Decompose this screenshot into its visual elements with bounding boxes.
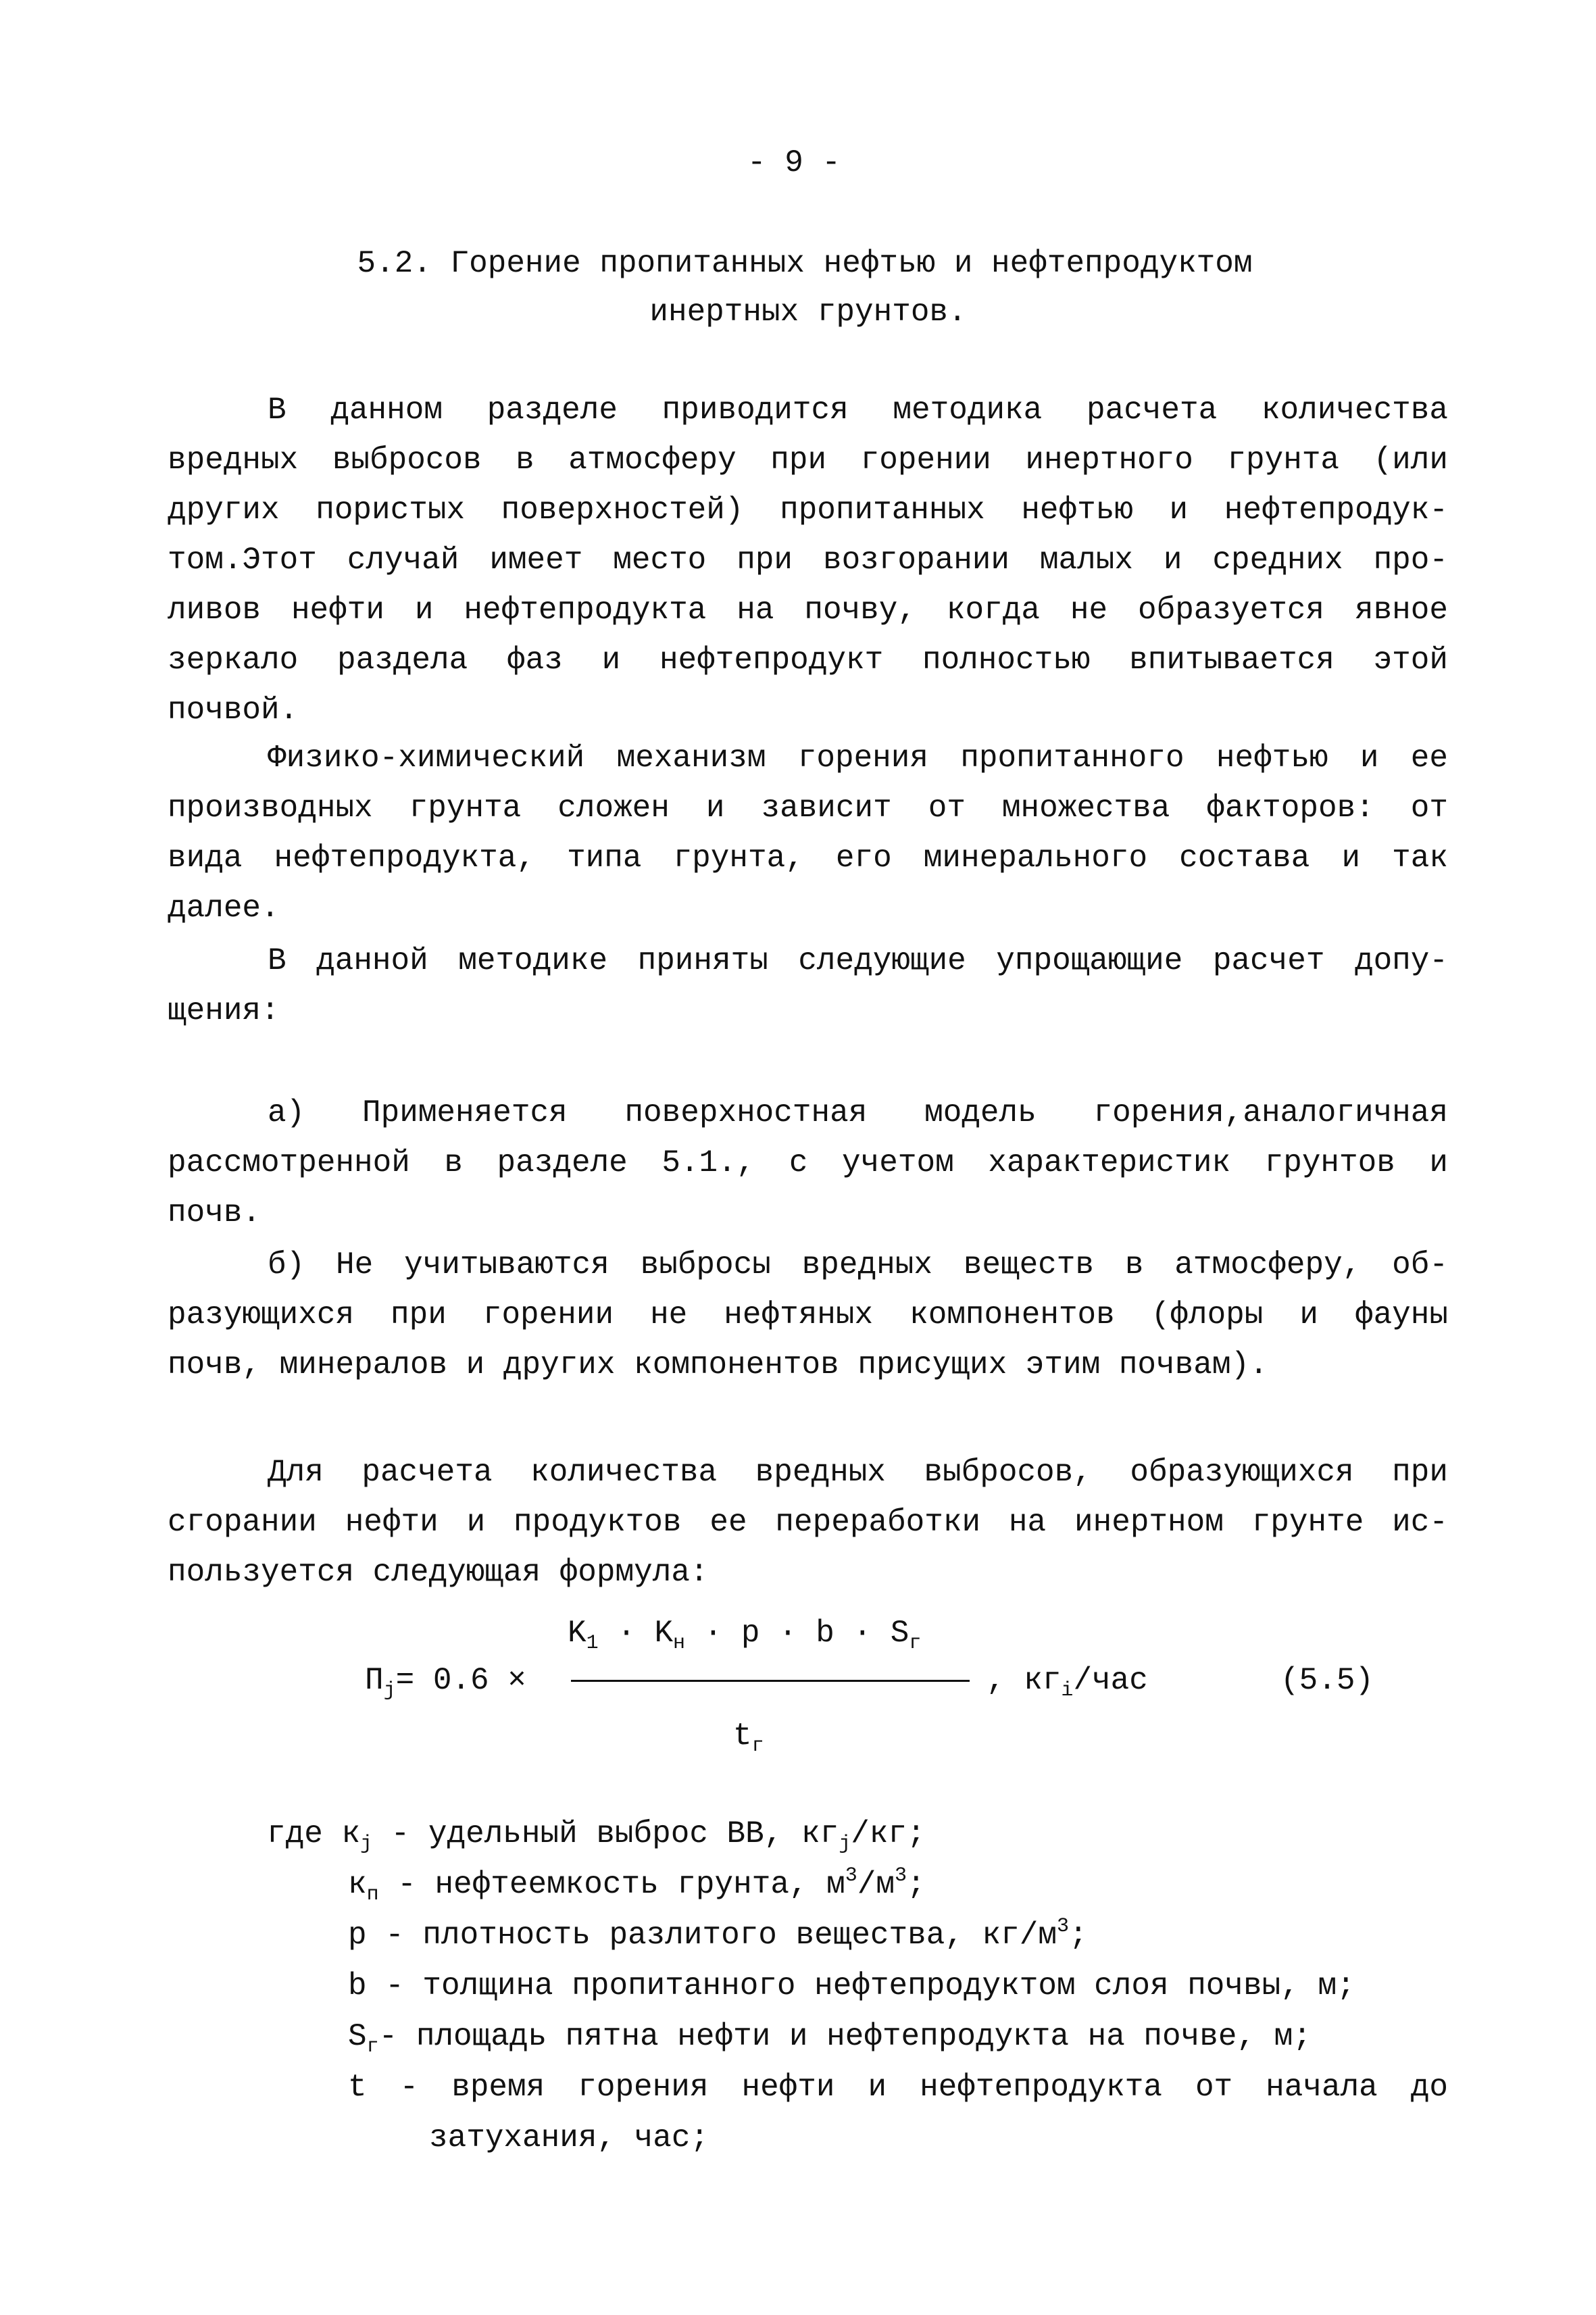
formula-numerator: $K_1 \cdot K_н \cdot p \cdot b \cdot S_г$ xyxy=(568,1616,922,1655)
assumptions-line: В данной методике приняты следующие упрощающие расчет допу- xyxy=(268,943,1448,978)
definition-t: t - время горения нефти и нефтепродукта от начала до xyxy=(348,2070,1448,2105)
formula-intro-line: сгорании нефти и продуктов ее переработки на инертном грунте ис- xyxy=(168,1505,1448,1540)
mechanism-line: вида нефтепродукта, типа грунта, его минерального состава и так xyxy=(168,841,1448,876)
formula-intro-line: пользуется следующая формула: xyxy=(168,1555,709,1590)
definition-p: p - плотность разлитого вещества, $кг/м^3$; xyxy=(348,1915,1088,1953)
assumptions-intro xyxy=(168,936,1448,1036)
formula-lhs: $П_j= 0.6$ × xyxy=(365,1663,526,1702)
formula-intro-line: Для расчета количества вредных выбросов, образующихся при xyxy=(268,1455,1448,1490)
mechanism-line: далее. xyxy=(168,891,280,926)
intro-line: ливов нефти и нефтепродукта на почву, когда не образуется явное xyxy=(168,593,1448,628)
formula-intro xyxy=(168,1447,1448,1597)
assumption-b-line: почв, минералов и других компонентов присущих этим почвам). xyxy=(168,1347,1268,1383)
intro-line: других пористых поверхностей) пропитанных нефтью и нефтепродук- xyxy=(168,493,1448,528)
page-number: - 9 - xyxy=(747,145,841,180)
assumption-a-line: рассмотренной в разделе 5.1., с учетом характеристик грунтов и xyxy=(168,1145,1448,1180)
intro-line: почвой. xyxy=(168,693,299,728)
assumption-a xyxy=(168,1088,1448,1238)
intro-line: том.Этот случай имеет место при возгорании малых и средних про- xyxy=(168,543,1448,578)
assumption-b-line: б) Не учитываются выбросы вредных веществ в атмосферу, об- xyxy=(268,1247,1448,1283)
intro-line: В данном разделе приводится методика расчета количества xyxy=(268,393,1448,428)
intro-line: зеркало раздела фаз и нефтепродукт полностью впитывается этой xyxy=(168,643,1448,678)
assumption-a-line: а) Применяется поверхностная модель горения,аналогичная xyxy=(268,1095,1448,1130)
formula-number: (5.5) xyxy=(1280,1663,1374,1698)
formula-unit: , $кг_i$/час xyxy=(987,1663,1148,1702)
fraction-bar xyxy=(571,1680,970,1682)
formula-denominator: $t_г$ xyxy=(733,1718,764,1758)
section-title-line2: инертных грунтов. xyxy=(649,295,967,330)
definition-kj: где $к_j$ - удельный выброс ВВ, $кг_j/кг$; xyxy=(267,1816,926,1856)
definition-s: $S_г-$ площадь пятна нефти и нефтепродукта на почве, м; xyxy=(348,2019,1312,2058)
intro-paragraph xyxy=(168,385,1448,735)
mechanism-line: Физико-химический механизм горения пропитанного нефтью и ее xyxy=(268,741,1448,776)
mechanism-line: производных грунта сложен и зависит от множества факторов: от xyxy=(168,791,1448,826)
definition-t-cont: затухания, час; xyxy=(429,2120,709,2156)
section-title-line1: 5.2. Горение пропитанных нефтью и нефтепродуктом xyxy=(357,246,1253,281)
definition-b: b - толщина пропитанного нефтепродуктом слоя почвы, м; xyxy=(348,1968,1355,2003)
assumption-b xyxy=(168,1240,1448,1390)
assumption-a-line: почв. xyxy=(168,1195,261,1230)
intro-line: вредных выбросов в атмосферу при горении инертного грунта (или xyxy=(168,443,1448,478)
assumptions-line: щения: xyxy=(168,993,280,1028)
definition-kp: $к_п$ - нефтеемкость грунта, $м^3/м^3$; xyxy=(348,1864,926,1906)
mechanism-paragraph xyxy=(168,733,1448,933)
assumption-b-line: разующихся при горении не нефтяных компонентов (флоры и фауны xyxy=(168,1297,1448,1333)
